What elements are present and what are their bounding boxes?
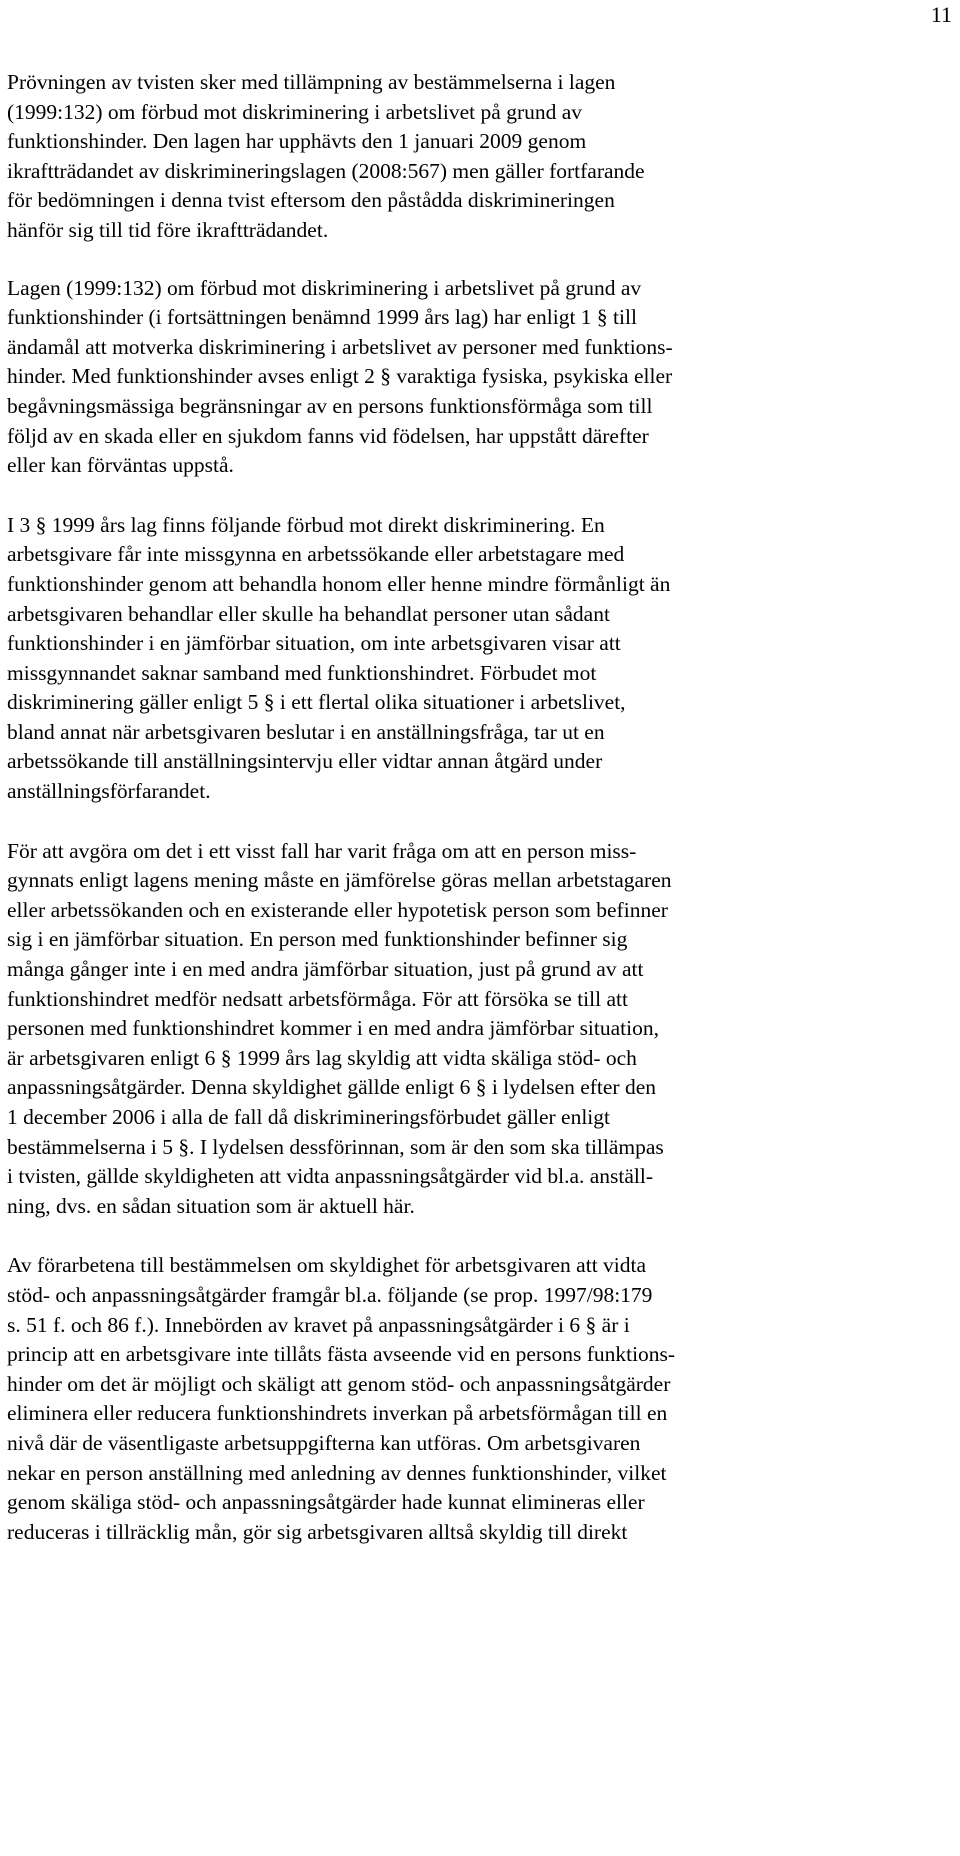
text-line: Prövningen av tvisten sker med tillämpning av bestämmelserna i lagen	[7, 70, 616, 94]
paragraph	[7, 68, 953, 246]
text-line: diskriminering gäller enligt 5 § i ett flertal olika situationer i arbetslivet,	[7, 690, 626, 715]
text-line: sig i en jämförbar situation. En person med funktionshinder befinner sig	[7, 927, 628, 952]
text-line: nivå där de väsentligaste arbetsuppgifterna kan utföras. Om arbetsgivaren	[7, 1430, 641, 1455]
paragraph	[7, 837, 953, 1222]
text-line: i tvisten, gällde skyldigheten att vidta anpassningsåtgärder vid bl.a. anställ-	[7, 1164, 654, 1189]
paragraph	[7, 274, 953, 481]
text-line: (1999:132) om förbud mot diskriminering i arbetslivet på grund av	[7, 99, 583, 124]
text-line: anpassningsåtgärder. Denna skyldighet gällde enligt 6 § i lydelsen efter den	[7, 1075, 656, 1100]
page-number: 11	[930, 2, 952, 27]
text-line: följd av en skada eller en sjukdom fanns vid födelsen, har uppstått därefter	[7, 423, 649, 448]
text-line: hinder om det är möjligt och skäligt att genom stöd- och anpassningsåtgärder	[7, 1371, 671, 1396]
text-line: I 3 § 1999 års lag finns följande förbud mot direkt diskriminering. En	[7, 512, 605, 537]
text-line: missgynnandet saknar samband med funktionshindret. Förbudet mot	[7, 660, 597, 685]
text-line: bestämmelserna i 5 §. I lydelsen dessförinnan, som är den som ska tillämpas	[7, 1134, 664, 1159]
paragraph	[7, 1251, 953, 1547]
text-line: personen med funktionshindret kommer i en med andra jämförbar situation,	[7, 1016, 659, 1041]
text-line: eller arbetssökanden och en existerande eller hypotetisk person som befinner	[7, 897, 668, 922]
text-line: 1 december 2006 i alla de fall då diskrimineringsförbudet gäller enligt	[7, 1105, 610, 1129]
text-line: eller kan förväntas uppstå.	[7, 453, 234, 478]
text-line: ning, dvs. en sådan situation som är aktuell här.	[7, 1193, 415, 1218]
text-line: s. 51 f. och 86 f.). Innebörden av kravet på anpassningsåtgärder i 6 § är i	[7, 1312, 630, 1337]
text-line: begåvningsmässiga begränsningar av en persons funktionsförmåga som till	[7, 393, 653, 418]
text-line: funktionshinder genom att behandla honom eller henne mindre förmånligt än	[7, 571, 671, 596]
text-line: funktionshinder (i fortsättningen benämnd 1999 års lag) har enligt 1 § till	[7, 305, 637, 330]
text-line: funktionshinder i en jämförbar situation, om inte arbetsgivaren visar att	[7, 631, 621, 656]
text-line: funktionshinder. Den lagen har upphävts den 1 januari 2009 genom	[7, 129, 587, 154]
text-line: ikraftträdandet av diskrimineringslagen (2008:567) men gäller fortfarande	[7, 158, 645, 183]
text-line: princip att en arbetsgivare inte tillåts fästa avseende vid en persons funktions-	[7, 1342, 676, 1367]
text-line: eliminera eller reducera funktionshindrets inverkan på arbetsförmågan till en	[7, 1401, 668, 1426]
text-line: ändamål att motverka diskriminering i arbetslivet av personer med funktions-	[7, 334, 673, 359]
text-line: genom skäliga stöd- och anpassningsåtgärder hade kunnat elimineras eller	[7, 1490, 645, 1515]
paragraph	[7, 511, 953, 807]
text-line: anställningsförfarandet.	[7, 779, 211, 804]
document-body	[7, 68, 953, 1577]
text-line: arbetsgivaren behandlar eller skulle ha behandlat personer utan sådant	[7, 601, 610, 626]
text-line: arbetsgivare får inte missgynna en arbetssökande eller arbetstagare med	[7, 542, 625, 567]
text-line: gynnats enligt lagens mening måste en jämförelse göras mellan arbetstagaren	[7, 868, 672, 893]
text-line: nekar en person anställning med anledning av dennes funktionshinder, vilket	[7, 1460, 667, 1485]
text-line: är arbetsgivaren enligt 6 § 1999 års lag skyldig att vidta skäliga stöd- och	[7, 1045, 637, 1070]
text-line: För att avgöra om det i ett visst fall har varit fråga om att en person miss-	[7, 838, 637, 863]
text-line: hinder. Med funktionshinder avses enligt 2 § varaktiga fysiska, psykiska eller	[7, 364, 673, 389]
text-line: stöd- och anpassningsåtgärder framgår bl.a. följande (se prop. 1997/98:179	[7, 1282, 653, 1307]
text-line: för bedömningen i denna tvist eftersom den påstådda diskrimineringen	[7, 188, 615, 213]
text-line: arbetssökande till anställningsintervju eller vidtar annan åtgärd under	[7, 749, 603, 774]
text-line: funktionshindret medför nedsatt arbetsförmåga. För att försöka se till att	[7, 986, 628, 1011]
text-line: bland annat när arbetsgivaren beslutar i en anställningsfråga, tar ut en	[7, 719, 605, 744]
text-line: många gånger inte i en med andra jämförbar situation, just på grund av att	[7, 957, 644, 982]
text-line: Av förarbetena till bestämmelsen om skyldighet för arbetsgivaren att vidta	[7, 1253, 647, 1278]
text-line: hänför sig till tid före ikraftträdandet.	[7, 217, 329, 242]
text-line: Lagen (1999:132) om förbud mot diskriminering i arbetslivet på grund av	[7, 275, 642, 300]
text-line: reduceras i tillräcklig mån, gör sig arbetsgivaren alltså skyldig till direkt	[7, 1519, 628, 1544]
